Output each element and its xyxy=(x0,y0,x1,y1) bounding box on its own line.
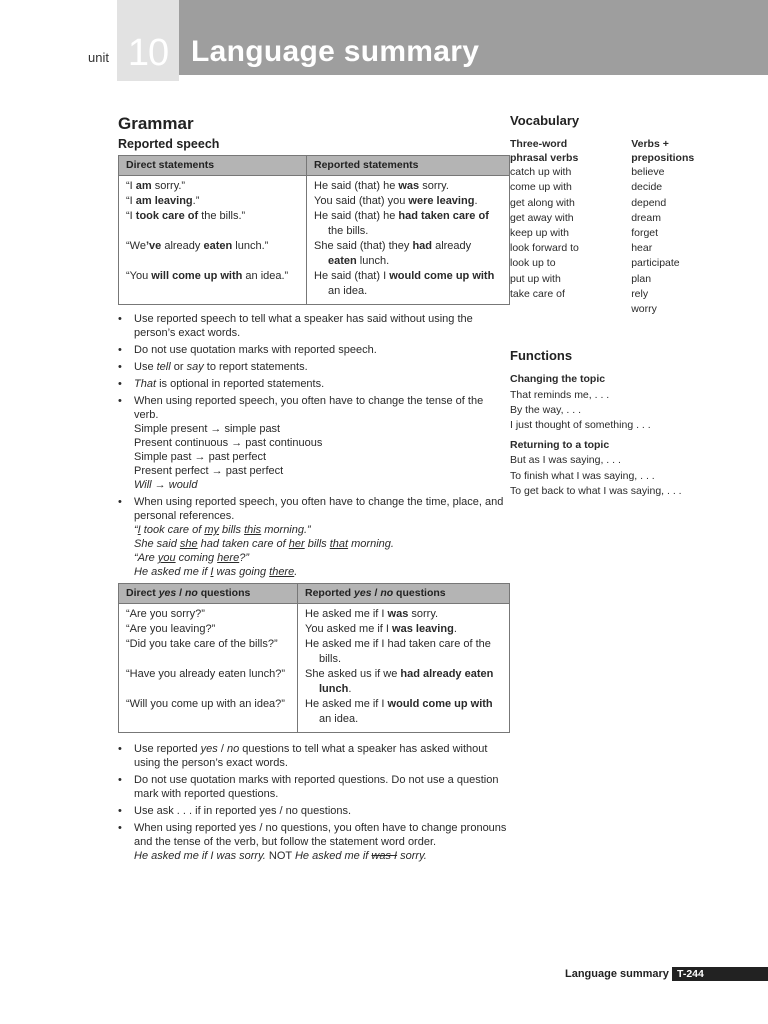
text-run: will come up with xyxy=(151,270,243,282)
text-run: her xyxy=(288,538,305,550)
text-run: am leaving xyxy=(135,195,193,207)
phrasal-verbs-list xyxy=(510,137,631,317)
note-example xyxy=(134,551,510,565)
verb-preposition-item: depend xyxy=(631,196,667,209)
note-example: Simple present → simple past xyxy=(134,423,281,435)
note-text: • Do not use quotation marks with reported questions. Do not use a question mark with reported questions. xyxy=(134,774,499,800)
verb-preposition-item: dream xyxy=(631,211,661,224)
text-run: no xyxy=(184,587,198,599)
note-text: • When using reported speech, you often have to change the tense of the verb. xyxy=(134,395,484,421)
phrasal-verb-item: keep up with xyxy=(510,227,569,240)
text-run: . xyxy=(294,566,298,578)
text-run: that xyxy=(329,538,349,550)
verb-preposition-item: worry xyxy=(631,303,657,316)
function-phrase: But as I was saying, . . . xyxy=(510,454,621,467)
phrasal-verb-item: catch up with xyxy=(510,166,572,179)
phrasal-verb-item: come up with xyxy=(510,181,572,194)
phrasal-verb-item: get along with xyxy=(510,196,575,209)
note-example xyxy=(134,523,510,537)
text-run: my xyxy=(204,524,219,536)
verb-preposition-item: decide xyxy=(631,181,663,194)
title-bar xyxy=(179,0,768,75)
reported-question: You asked me if I was leaving. xyxy=(305,623,457,635)
reported-question: He asked me if I had taken care of the bills. xyxy=(305,638,491,665)
note-text: • When using reported yes / no questions, you often have to change pronouns and the tense of the verb, but follow the statement word order. xyxy=(134,822,507,848)
right-column xyxy=(510,113,710,499)
direct-statement: “You will come up with an idea.” xyxy=(126,270,289,282)
heading-line: Three-word xyxy=(510,138,568,151)
note-item xyxy=(118,742,510,770)
grammar-subtitle: Reported speech xyxy=(118,137,220,151)
text-run: yes xyxy=(200,743,218,755)
statements-table xyxy=(118,155,510,305)
page-number: T-244 xyxy=(677,968,704,980)
heading-line: prepositions xyxy=(631,152,695,165)
text-run: “ xyxy=(134,524,138,536)
phrasal-verb-item: look forward to xyxy=(510,242,579,255)
direct-statement: “I took care of the bills.” xyxy=(126,210,246,222)
note-text: • Use tell or say to report statements. xyxy=(134,361,308,373)
questions-header-direct: Direct yes / no questions xyxy=(119,584,298,604)
statements-direct-cell xyxy=(119,176,307,305)
note-item xyxy=(118,312,510,340)
verb-preposition-item: participate xyxy=(631,257,680,270)
text-run: took care of xyxy=(140,524,205,536)
text-run: would come up with xyxy=(389,270,495,282)
page-title: Language summary xyxy=(191,35,480,68)
function-phrase-list xyxy=(510,453,710,499)
note-text: • Use reported yes / no questions to tell what a speaker has asked without using the person’s exact words. xyxy=(134,743,488,769)
unit-number-box xyxy=(117,0,179,81)
questions-reported-cell xyxy=(298,604,510,733)
text-run: coming xyxy=(175,552,218,564)
note-text: • That is optional in reported statements. xyxy=(134,378,325,390)
grammar-section xyxy=(118,114,510,866)
vocabulary-lists xyxy=(510,137,710,317)
note-item xyxy=(118,394,510,492)
text-run: am xyxy=(135,180,152,192)
reported-question: She asked us if we had already eaten lunch. xyxy=(305,668,494,695)
verb-preposition-item: believe xyxy=(631,166,665,179)
text-run: you xyxy=(157,552,176,564)
direct-question: “Did you take care of the bills?” xyxy=(126,638,278,650)
functions-title: Functions xyxy=(510,348,573,364)
phrasal-verb-item: look up to xyxy=(510,257,556,270)
note-text: • Do not use quotation marks with reported speech. xyxy=(134,344,377,356)
reported-statement: You said (that) you were leaving. xyxy=(314,195,478,207)
function-phrase-list xyxy=(510,388,710,434)
grammar-title: Grammar xyxy=(118,114,194,133)
changing-topic-heading: Changing the topic xyxy=(510,373,606,386)
reported-statement: He said (that) I would come up with an idea. xyxy=(314,270,495,297)
function-phrase: By the way, . . . xyxy=(510,403,581,416)
note-item xyxy=(118,377,510,391)
text-run: He asked me if xyxy=(134,566,211,578)
verb-prepositions-list xyxy=(631,137,710,317)
note-example xyxy=(134,537,510,551)
note-example: He asked me if I was sorry. NOT He asked me if was I sorry. xyxy=(134,850,427,862)
questions-header-reported: Reported yes / no questions xyxy=(298,584,510,604)
reported-statement: He said (that) he had taken care of the bills. xyxy=(314,210,489,237)
note-item xyxy=(118,821,510,863)
text-run: “Are xyxy=(134,552,158,564)
note-item xyxy=(118,773,510,801)
text-run: would xyxy=(168,479,198,491)
note-item xyxy=(118,343,510,357)
statements-notes xyxy=(118,312,510,579)
direct-statement: “I am sorry.” xyxy=(126,180,186,192)
text-run: was leaving xyxy=(392,623,454,635)
direct-question: “Have you already eaten lunch?” xyxy=(126,668,285,680)
text-run: I xyxy=(210,566,214,578)
note-text: • Use ask . . . if in reported yes / no questions. xyxy=(134,805,352,817)
text-run: yes xyxy=(158,587,177,599)
note-example: Present perfect → past perfect xyxy=(134,465,284,477)
statements-reported-cell xyxy=(307,176,510,305)
vocabulary-title: Vocabulary xyxy=(510,113,580,128)
text-run: had taken care of xyxy=(398,210,489,222)
text-run: this xyxy=(244,524,262,536)
verb-preposition-item: rely xyxy=(631,287,649,300)
reported-statement: She said (that) they had already eaten lunch. xyxy=(314,240,472,267)
text-run: had taken care of xyxy=(197,538,289,550)
text-run: were leaving xyxy=(408,195,475,207)
text-run: no xyxy=(380,587,394,599)
function-phrase: To finish what I was saying, . . . xyxy=(510,469,655,482)
text-run: Will xyxy=(134,479,152,491)
text-run: yes xyxy=(354,587,372,599)
questions-table-row xyxy=(119,604,510,733)
verb-preposition-item: plan xyxy=(631,272,652,285)
unit-number: 10 xyxy=(127,32,169,74)
function-phrase: To get back to what I was saying, . . . xyxy=(510,484,682,497)
text-run: eaten xyxy=(328,255,357,267)
note-example: Present continuous → past continuous xyxy=(134,437,323,449)
direct-statement: “I am leaving.” xyxy=(126,195,200,207)
statements-header-reported: Reported statements xyxy=(307,156,510,176)
text-run: morning.” xyxy=(261,524,311,536)
note-example: Will → would xyxy=(134,479,198,491)
text-run: would come up with xyxy=(387,698,493,710)
text-run: was xyxy=(398,180,420,192)
statements-table-header xyxy=(119,156,510,176)
direct-question: “Are you leaving?” xyxy=(126,623,216,635)
questions-table-header xyxy=(119,584,510,604)
unit-label: unit xyxy=(88,50,109,65)
heading-line: phrasal verbs xyxy=(510,152,579,165)
note-item xyxy=(118,804,510,818)
note-example xyxy=(134,565,510,579)
phrasal-verb-item: put up with xyxy=(510,272,561,285)
text-run: took care of xyxy=(135,210,199,222)
text-run: eaten xyxy=(203,240,233,252)
text-run: no xyxy=(226,743,240,755)
text-run: He asked me if xyxy=(294,850,372,862)
reported-statement: He said (that) he was sorry. xyxy=(314,180,449,192)
verb-preposition-item-list xyxy=(631,165,710,317)
note-text: • When using reported speech, you often have to change the time, place, and personal references. xyxy=(134,496,504,522)
note-item xyxy=(118,495,510,579)
text-run: say xyxy=(186,361,204,373)
reported-question: He asked me if I was sorry. xyxy=(305,608,439,620)
footer-page-bar xyxy=(672,967,768,981)
note-example: Simple past → past perfect xyxy=(134,451,267,463)
phrasal-verbs-heading xyxy=(510,137,631,165)
text-run: sorry. xyxy=(397,850,427,862)
text-run: ’ve xyxy=(145,240,162,252)
text-run: She said xyxy=(134,538,180,550)
heading-line: Verbs + xyxy=(631,138,669,151)
text-run: ?” xyxy=(239,552,249,564)
text-run: bills xyxy=(304,538,330,550)
text-run: morning. xyxy=(348,538,394,550)
phrasal-verb-item: get away with xyxy=(510,211,574,224)
reported-question: He asked me if I would come up with an idea. xyxy=(305,698,493,725)
function-phrase: That reminds me, . . . xyxy=(510,388,610,401)
text-run: she xyxy=(179,538,198,550)
text-run: was I xyxy=(371,850,398,862)
footer-label: Language summary xyxy=(565,968,669,980)
statements-header-direct: Direct statements xyxy=(119,156,307,176)
function-phrase: I just thought of something . . . xyxy=(510,419,651,432)
verb-preposition-item: hear xyxy=(631,242,653,255)
text-run: was xyxy=(387,608,409,620)
questions-notes xyxy=(118,742,510,863)
questions-direct-cell xyxy=(119,604,298,733)
text-run: tell xyxy=(156,361,171,373)
text-run: here xyxy=(217,552,240,564)
text-run: He asked me if I was sorry. xyxy=(134,850,266,862)
verb-prepositions-heading xyxy=(631,137,710,165)
verb-preposition-item: forget xyxy=(631,227,659,240)
returning-topic-heading: Returning to a topic xyxy=(510,439,610,452)
text-run: That xyxy=(134,378,157,390)
questions-table xyxy=(118,583,510,733)
phrasal-verb-item: take care of xyxy=(510,287,565,300)
text-run: was going xyxy=(213,566,270,578)
text-run: had xyxy=(412,240,433,252)
text-run: had already eaten lunch xyxy=(319,668,494,695)
note-text: • Use reported speech to tell what a speaker has said without using the person’s exact words. xyxy=(134,313,473,339)
text-run: I xyxy=(137,524,141,536)
note-item xyxy=(118,360,510,374)
phrasal-verb-item-list xyxy=(510,165,631,302)
direct-statement: “We’ve already eaten lunch.” xyxy=(126,240,269,252)
direct-question: “Are you sorry?” xyxy=(126,608,205,620)
direct-question: “Will you come up with an idea?” xyxy=(126,698,285,710)
statements-table-row xyxy=(119,176,510,305)
text-run: bills xyxy=(219,524,245,536)
text-run: there xyxy=(269,566,295,578)
